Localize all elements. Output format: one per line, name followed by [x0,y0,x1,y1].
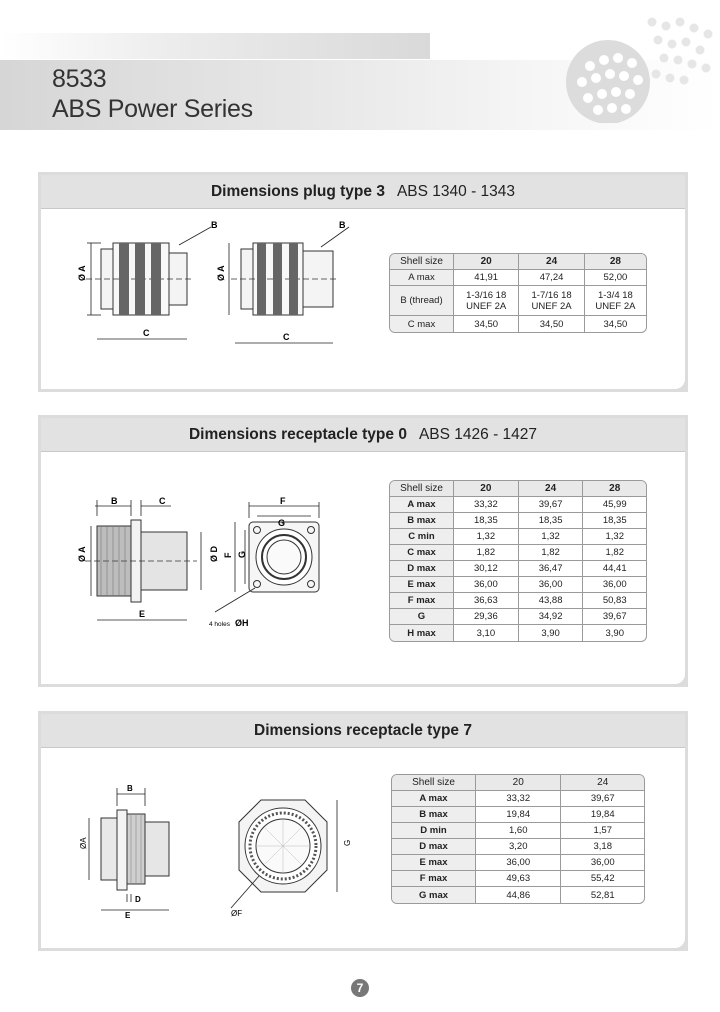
label-dia-a: ØA [79,837,88,849]
row-label: D max [390,561,454,577]
cell: 1,32 [454,529,519,545]
row-label: F max [390,593,454,609]
cell: 39,67 [583,609,646,625]
cell: 36,00 [561,855,644,871]
receptacle-type-0-drawing [65,496,365,636]
label-g: G [278,518,286,528]
label-c: C [159,496,166,506]
cell: 18,35 [519,513,584,529]
row-label: F max [392,871,476,887]
label-dia-a-2: Ø A [216,265,226,281]
label-e: E [125,911,131,918]
label-dia-a: Ø A [77,265,87,281]
cell: 36,00 [476,855,561,871]
product-number: 8533 [52,65,107,93]
label-b: B [111,496,118,506]
cell: 1-3/4 18 UNEF 2A [585,286,646,316]
cell: 19,84 [476,807,561,823]
label-f-vertical: F [223,552,233,558]
label-b: B [127,784,133,793]
label-e: E [139,609,146,619]
row-label: D max [392,839,476,855]
table-row [390,593,646,609]
table-row [390,577,646,593]
row-label: E max [390,577,454,593]
label-g-vertical: G [237,550,247,558]
table-row [392,791,644,807]
section-receptacle-type-0 [38,415,688,687]
section-plug-type-3 [38,172,688,392]
table-row [390,497,646,513]
section-title-part-numbers: ABS 1340 - 1343 [396,182,516,200]
header-strip [0,33,430,59]
table-row [392,871,644,887]
cell: 33,32 [476,791,561,807]
cell: 18,35 [454,513,519,529]
cell: 34,50 [519,316,584,332]
row-label: C min [390,529,454,545]
section-title [41,175,685,209]
cell: 34,50 [603,318,628,330]
cell: 52,00 [585,270,646,286]
row-label: G [390,609,454,625]
table-header-size-20: 20 [476,775,561,791]
row-label: D min [392,823,476,839]
table-row [390,513,646,529]
row-label: B (thread) [390,286,454,316]
cell: 36,47 [519,561,584,577]
table-row [390,545,646,561]
row-label: C max [390,545,454,561]
cell: 39,67 [561,791,644,807]
cell: 1,82 [454,545,519,561]
cell: 1,32 [583,529,646,545]
table-row [390,609,646,625]
receptacle-type-7-drawing [61,778,371,918]
table-header-size-20: 20 [454,481,519,497]
table-header-size-28: 28 [583,481,646,497]
row-label: A max [392,791,476,807]
cell: 50,83 [583,593,646,609]
section-title-part-numbers: ABS 1426 - 1427 [418,425,538,443]
page-title [52,64,253,124]
cell: 43,88 [519,593,584,609]
cell: 41,91 [454,270,519,286]
cell: 49,63 [476,871,561,887]
cell: 52,81 [590,889,615,901]
cell: 1,82 [583,545,646,561]
cell: 36,00 [519,577,584,593]
row-label: G max [392,887,476,903]
table-row [390,561,646,577]
label-f: F [280,496,286,506]
table-header-size-28: 28 [585,254,646,270]
table-header-shell-size: Shell size [390,254,454,270]
label-b: B [211,220,218,230]
table-row [392,839,644,855]
cell: 18,35 [583,513,646,529]
cell: 36,00 [583,577,646,593]
table-header-size-24: 24 [519,254,584,270]
label-holes: 4 holes [209,621,230,628]
cell: 45,99 [583,497,646,513]
table-row [392,807,644,823]
label-c: C [143,328,150,338]
label-b-2: B [339,220,346,230]
section-title-main: Dimensions receptacle type 0 [188,425,407,443]
cell: 3,90 [605,627,624,639]
connector-face-logo [560,8,720,123]
row-label: A max [390,497,454,513]
section-title-main: Dimensions plug type 3 [210,182,385,200]
cell: 44,86 [476,887,561,903]
label-dia-a: Ø A [77,546,87,562]
table-header-size-24: 24 [561,775,644,791]
label-dia-h: ØH [235,618,249,628]
table-row [390,529,646,545]
cell: 3,90 [519,625,584,641]
table-header-size-24: 24 [519,481,584,497]
row-label: C max [390,316,454,332]
table-header-shell-size: Shell size [392,775,476,791]
table-row [392,823,644,839]
cell: 36,00 [454,577,519,593]
label-c-2: C [283,332,290,342]
table-header-size-20: 20 [454,254,519,270]
table-row [390,316,646,332]
cell: 1,57 [561,823,644,839]
cell: 39,67 [519,497,584,513]
cell: 3,10 [454,625,519,641]
label-d: D [135,895,141,904]
cell: 1-7/16 18 UNEF 2A [519,286,584,316]
cell: 34,50 [454,316,519,332]
section-title [41,714,685,748]
table-row [390,286,646,316]
plug-type-3-drawing [61,219,351,359]
cell: 34,92 [519,609,584,625]
cell: 3,18 [561,839,644,855]
cell: 47,24 [519,270,584,286]
cell: 30,12 [454,561,519,577]
table-header-shell-size: Shell size [390,481,454,497]
section-title-main: Dimensions receptacle type 7 [254,721,472,739]
cell: 3,20 [476,839,561,855]
label-g: G [343,839,352,846]
label-dia-f: ØF [231,909,243,918]
section-receptacle-type-7 [38,711,688,951]
dimensions-table-receptacle-type-0 [389,480,647,642]
label-dia-d: Ø D [209,545,219,562]
page-number: 7 [351,979,369,997]
dimensions-table-receptacle-type-7 [391,774,645,904]
cell: 55,42 [561,871,644,887]
cell: 29,36 [454,609,519,625]
row-label: E max [392,855,476,871]
table-row [390,625,646,641]
cell: 19,84 [561,807,644,823]
table-row [392,887,644,903]
cell: 1,60 [476,823,561,839]
row-label: B max [392,807,476,823]
row-label: B max [390,513,454,529]
cell: 1,32 [519,529,584,545]
cell: 33,32 [454,497,519,513]
cell: 44,41 [583,561,646,577]
dimensions-table-plug-type-3 [389,253,647,333]
row-label: A max [390,270,454,286]
table-row [390,270,646,286]
row-label: H max [390,625,454,641]
table-row [392,855,644,871]
cell: 36,63 [454,593,519,609]
cell: 1,82 [519,545,584,561]
cell: 1-3/16 18 UNEF 2A [454,286,519,316]
series-name: ABS Power Series [52,95,253,123]
section-title [41,418,685,452]
